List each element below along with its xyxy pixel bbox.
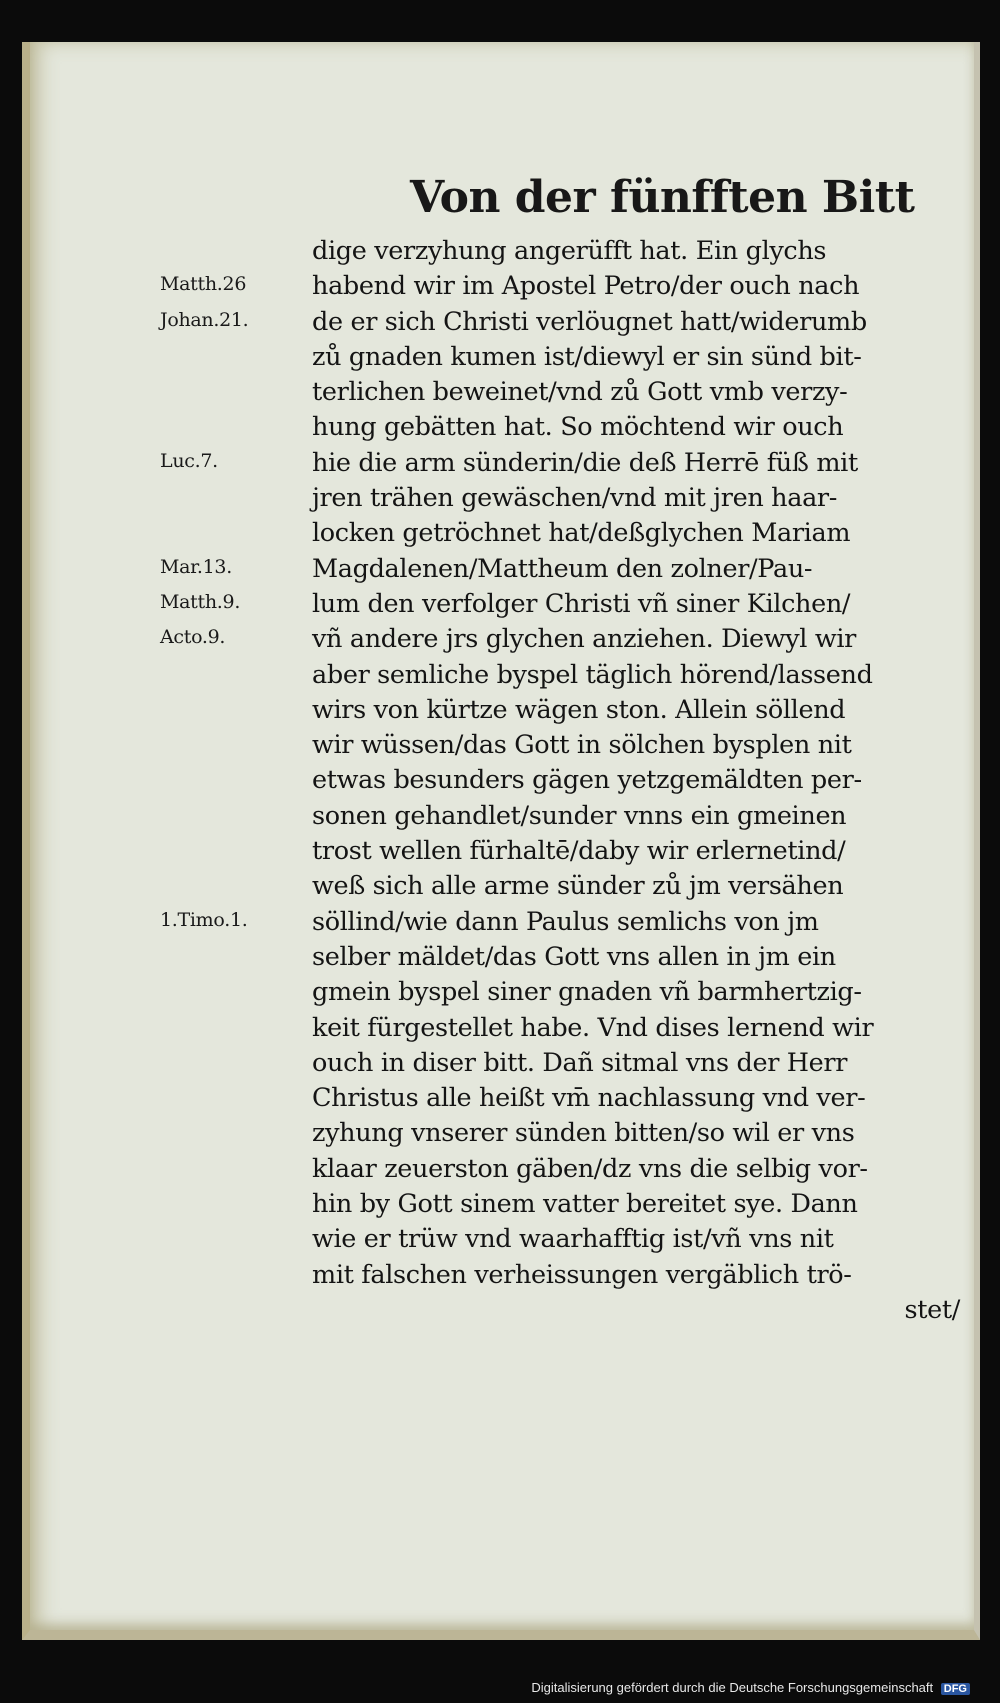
margin-note: Mar.13.	[160, 555, 232, 578]
text-line: dige verzyhung angerüfft hat. Ein glychs	[312, 236, 827, 266]
text-line: wie er trüw vnd waarhafftig ist/vñ vns nit	[312, 1224, 834, 1255]
margin-note: Johan.21.	[160, 308, 249, 331]
footer-credit-text: Digitalisierung gefördert durch die Deutsche Forschungsgemeinschaft	[531, 1680, 934, 1695]
text-line: selber mäldet/das Gott vns allen in jm ein	[312, 941, 836, 972]
text-line: ouch in diser bitt. Dañ sitmal vns der Herr	[312, 1047, 848, 1078]
text-line: habend wir im Apostel Petro/der ouch nach	[312, 271, 860, 302]
text-line: Magdalenen/Mattheum den zolner/Pau-	[312, 553, 813, 584]
footer-credit	[531, 1680, 970, 1695]
text-line: aber semliche byspel täglich hörend/lassend	[312, 659, 873, 690]
text-line: de er sich Christi verlöugnet hatt/widerumb	[312, 306, 867, 337]
running-head: Von der fünfften Bitt	[410, 172, 915, 223]
text-line: weß sich alle arme sünder zů jm versähen	[312, 871, 844, 902]
text-line: mit falschen verheissungen vergäblich trö-	[312, 1259, 852, 1290]
text-line: söllind/wie dann Paulus semlichs von jm	[312, 906, 819, 937]
text-line: stet/	[904, 1294, 960, 1325]
text-line: hin by Gott sinem vatter bereitet sye. Dann	[312, 1189, 858, 1220]
text-line: zyhung vnserer sünden bitten/so wil er vns	[312, 1118, 855, 1149]
text-line: trost wellen fürhaltē/daby wir erlernetind/	[312, 836, 846, 867]
text-line: hung gebätten hat. So möchtend wir ouch	[312, 412, 844, 443]
footer-strip	[0, 1659, 1000, 1703]
text-line: etwas besunders gägen yetzgemäldten per-	[312, 765, 862, 796]
text-line: Christus alle heißt vm̄ nachlassung vnd ver-	[312, 1083, 866, 1114]
text-line: keit fürgestellet habe. Vnd dises lernend wir	[312, 1012, 874, 1043]
text-line: zů gnaden kumen ist/diewyl er sin sünd bit-	[312, 341, 862, 372]
text-line: wirs von kürtze wägen ston. Allein söllend	[312, 694, 846, 725]
text-line: lum den verfolger Christi vñ siner Kilchen/	[312, 588, 851, 619]
dfg-logo-icon: DFG	[941, 1683, 970, 1695]
main-text-block	[312, 234, 982, 1328]
text-line: terlichen beweinet/vnd zů Gott vmb verzy-	[312, 377, 848, 408]
margin-note: Matth.26	[160, 273, 247, 296]
text-line: hie die arm sünderin/die deß Herrē füß mit	[312, 447, 858, 478]
text-line: wir wüssen/das Gott in sölchen bysplen nit	[312, 730, 852, 761]
text-line: sonen gehandlet/sunder vnns ein gmeinen	[312, 800, 847, 831]
text-line: locken getröchnet hat/deßglychen Mariam	[312, 518, 851, 549]
book-page	[22, 42, 980, 1640]
text-line: jren trähen gewäschen/vnd mit jren haar-	[312, 483, 838, 514]
margin-note: 1.Timo.1.	[160, 908, 248, 931]
margin-note: Luc.7.	[160, 449, 218, 472]
text-line: vñ andere jrs glychen anziehen. Diewyl wir	[312, 624, 856, 655]
text-line: gmein byspel siner gnaden vñ barmhertzig-	[312, 977, 862, 1008]
margin-note: Matth.9.	[160, 591, 241, 613]
text-line: klaar zeuerston gäben/dz vns die selbig vor-	[312, 1153, 868, 1184]
margin-note: Acto.9.	[160, 626, 226, 649]
